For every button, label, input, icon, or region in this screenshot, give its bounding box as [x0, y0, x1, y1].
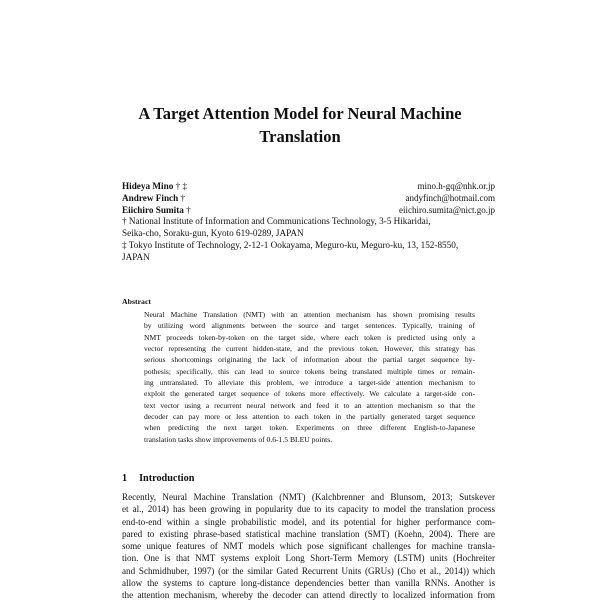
author-row — [122, 181, 495, 193]
author-name: Hideya Mino — [122, 181, 174, 191]
author-name: Andrew Finch — [122, 192, 179, 203]
author-affil-marks: † ‡ — [173, 181, 188, 191]
author-row — [122, 193, 495, 205]
abstract-line: exploit the generated target sequence of tokens more effectively. We calculate a target-side con- — [144, 389, 475, 399]
body-line: Recently, Neural Machine Translation (NMT) (Kalchbrenner and Blunsom, 2013; Sutskever — [122, 492, 495, 502]
introduction-body — [122, 491, 495, 602]
abstract-line: pothesis; specifically, this can lead to source tokens being translated multiple times or remain- — [144, 366, 475, 376]
title-line-2: Translation — [259, 127, 341, 146]
affiliation-line: † National Institute of Information and Communications Technology, 3-5 Hikaridai, — [122, 216, 431, 227]
author-name: Eiichiro Sumita — [122, 204, 184, 215]
abstract-line: translation tasks show improvements of 0.6-1.5 BLEU points. — [144, 434, 333, 444]
author-name-with-marks — [122, 205, 191, 217]
abstract-line: Neural Machine Translation (NMT) with an attention mechanism has shown promising results — [144, 310, 475, 319]
affiliation-line: JAPAN — [122, 251, 150, 262]
author-name-with-marks — [122, 181, 187, 193]
author-row — [122, 205, 495, 217]
section-heading-introduction — [122, 473, 194, 484]
author-affil-marks: † — [183, 204, 191, 215]
body-line: the attention mechanism, whereby the decoder can attend directly to localized information from — [122, 590, 495, 601]
abstract-line: by utilizing word alignments between the source and target sentences. Typically, training of — [144, 321, 475, 331]
affiliation-line: ‡ Tokyo Institute of Technology, 2-12-1 Ookayama, Meguro-ku, Meguro-ku, 13, 152-8550, — [122, 239, 459, 250]
affiliations — [122, 216, 495, 263]
body-line: tion. One is that NMT systems exploit Long Short-Term Memory (LSTM) units (Hochreiter — [122, 553, 495, 564]
abstract-line: vector representing the current hidden-state, and the previous token. However, this strategy has — [144, 344, 475, 354]
body-line: end-to-end within a single probabilistic model, and its potential for higher performance com- — [122, 516, 495, 527]
section-number: 1 — [122, 473, 128, 484]
body-line: allow the systems to capture long-distance dependencies better than vanilla RNNs. Another is — [122, 578, 495, 589]
paper-title — [100, 102, 500, 148]
abstract-line: NMT proceeds token-by-token on the target side, where each token is predicted using only a — [144, 332, 475, 342]
abstract-line: serious shortcomings originating the lack of information about the partial target sequence hy- — [144, 355, 475, 365]
author-email: andyfinch@hotmail.com — [405, 192, 495, 203]
author-email: mino.h-gq@nhk.or.jp — [417, 181, 495, 191]
body-line: and Schmidhuber, 1997) (or the similar Gated Recurrent Units (GRUs) (Cho et al., 2014)) which — [122, 565, 495, 576]
section-title: Introduction — [139, 473, 195, 484]
affiliation-line: Seika-cho, Soraku-gun, Kyoto 619-0289, JAPAN — [122, 228, 304, 239]
author-affil-marks: † — [178, 192, 186, 203]
author-block — [122, 181, 495, 264]
body-line: et al., 2014) has been growing in popularity due to its capacity to model the translation process — [122, 504, 495, 515]
abstract-line: ing untranslated. To alleviate this problem, we introduce a target-side attention mechanism to — [144, 378, 475, 388]
abstract-line: text vector using a recurrent neural network and feed it to an attention mechanism so that the — [144, 400, 475, 410]
abstract-heading: Abstract — [122, 297, 152, 306]
body-line: pared to existing phrase-based statistical machine translation (SMT) (Koehn, 2004). There are — [122, 528, 495, 539]
body-line: some unique features of NMT models which pose significant challenges for machine transla- — [122, 541, 495, 552]
abstract-line: decoder can pay more or less attention to each token in the partially generated target sequence — [144, 412, 475, 422]
author-name-with-marks — [122, 193, 185, 205]
abstract-line: when predicting the next target token. Experiments on three different English-to-Japanese — [144, 423, 475, 433]
abstract-body — [144, 309, 475, 445]
author-email: eiichiro.sumita@nict.go.jp — [398, 204, 495, 215]
title-line-1: A Target Attention Model for Neural Machine — [138, 104, 462, 123]
